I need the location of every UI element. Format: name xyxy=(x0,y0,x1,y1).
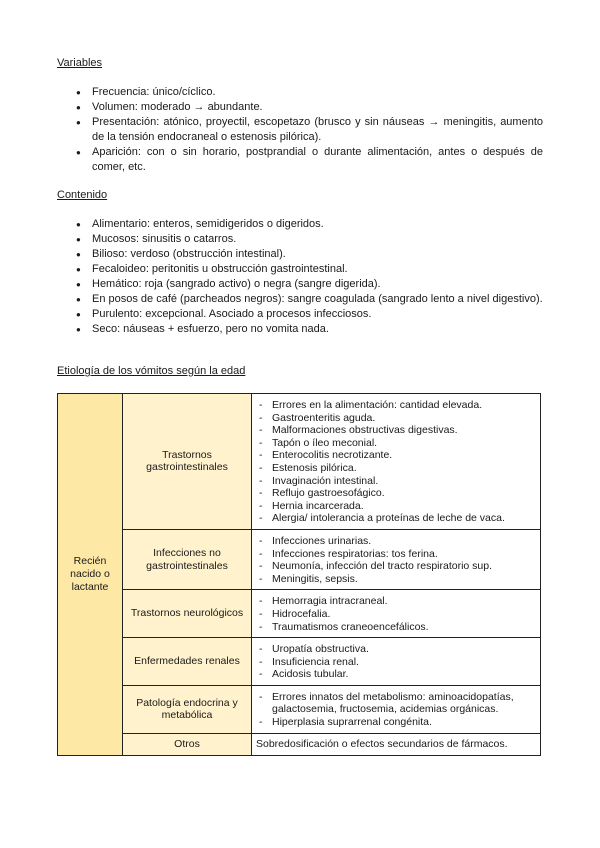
list-item: - Neumonía, infección del tracto respiratorio sup. xyxy=(258,560,534,573)
table-row xyxy=(58,590,541,638)
variables-heading: Variables xyxy=(57,57,103,69)
list-item: - Insuficiencia renal. xyxy=(258,656,534,669)
list-item: - Gastroenteritis aguda. xyxy=(258,412,534,425)
category-cell: Enfermedades renales xyxy=(123,638,252,686)
list-item: ● Frecuencia: único/cíclico. xyxy=(57,85,543,100)
items-cell xyxy=(252,685,541,733)
table-row xyxy=(58,685,541,733)
list-item: - Enterocolitis necrotizante. xyxy=(258,449,534,462)
table-row xyxy=(58,394,541,530)
table-row xyxy=(58,529,541,589)
list-item: - Hemorragia intracraneal. xyxy=(258,595,534,608)
list-item: - Meningitis, sepsis. xyxy=(258,573,534,586)
list-item: ● Presentación: atónico, proyectil, escopetazo (brusco y sin náuseas → meningitis, aumento de la tensión endocraneal o estenosis pilórica). xyxy=(57,115,543,145)
list-item: ● Fecaloideo: peritonitis u obstrucción gastrointestinal. xyxy=(57,262,543,277)
list-item: ● En posos de café (parcheados negros): sangre coagulada (sangrado lento a nivel digestivo). xyxy=(57,292,543,307)
list-item: ● Purulento: excepcional. Asociado a procesos infecciosos. xyxy=(57,307,543,322)
list-item: - Tapón o íleo meconial. xyxy=(258,437,534,450)
table-row xyxy=(58,638,541,686)
etiologia-heading: Etiología de los vómitos según la edad xyxy=(57,365,246,377)
list-item: - Reflujo gastroesofágico. xyxy=(258,487,534,500)
list-item: ● Mucosos: sinusitis o catarros. xyxy=(57,232,543,247)
list-item: - Estenosis pilórica. xyxy=(258,462,534,475)
list-item: - Uropatía obstructiva. xyxy=(258,643,534,656)
list-item: - Invaginación intestinal. xyxy=(258,475,534,488)
list-item: - Hernia incarcerada. xyxy=(258,500,534,513)
category-cell: Trastornos neurológicos xyxy=(123,590,252,638)
list-item: - Hiperplasia suprarrenal congénita. xyxy=(258,716,534,729)
list-item: ● Seco: náuseas + esfuerzo, pero no vomita nada. xyxy=(57,322,543,337)
list-item: ● Alimentario: enteros, semidigeridos o digeridos. xyxy=(57,217,543,232)
variables-list xyxy=(57,85,543,175)
list-item: - Alergia/ intolerancia a proteínas de leche de vaca. xyxy=(258,512,534,525)
items-cell xyxy=(252,638,541,686)
list-item: ● Aparición: con o sin horario, postprandial o durante alimentación, antes o después de comer, etc. xyxy=(57,145,543,175)
category-cell: Otros xyxy=(123,733,252,755)
list-item: - Errores en la alimentación: cantidad elevada. xyxy=(258,399,534,412)
list-item: - Errores innatos del metabolismo: aminoacidopatías, galactosemia, fructosemia, acidemias orgánicas. xyxy=(258,691,534,716)
list-item: - Malformaciones obstructivas digestivas. xyxy=(258,424,534,437)
items-cell xyxy=(252,394,541,530)
etiologia-table xyxy=(57,393,541,756)
items-cell: Sobredosificación o efectos secundarios de fármacos. xyxy=(252,733,541,755)
list-item: ● Hemático: roja (sangrado activo) o negra (sangre digerida). xyxy=(57,277,543,292)
items-cell xyxy=(252,590,541,638)
age-group-cell: Recién nacido o lactante xyxy=(58,394,123,756)
list-item: ● Bilioso: verdoso (obstrucción intestinal). xyxy=(57,247,543,262)
list-item: - Hidrocefalia. xyxy=(258,608,534,621)
list-item: - Infecciones respiratorias: tos ferina. xyxy=(258,548,534,561)
contenido-list xyxy=(57,217,543,337)
items-cell xyxy=(252,529,541,589)
table-row xyxy=(58,733,541,755)
category-cell: Trastornos gastrointestinales xyxy=(123,394,252,530)
contenido-heading: Contenido xyxy=(57,189,108,201)
list-item: - Infecciones urinarias. xyxy=(258,535,534,548)
list-item: ● Volumen: moderado → abundante. xyxy=(57,100,543,115)
category-cell: Infecciones no gastrointestinales xyxy=(123,529,252,589)
category-cell: Patología endocrina y metabólica xyxy=(123,685,252,733)
list-item: - Traumatismos craneoencefálicos. xyxy=(258,621,534,634)
list-item: - Acidosis tubular. xyxy=(258,668,534,681)
